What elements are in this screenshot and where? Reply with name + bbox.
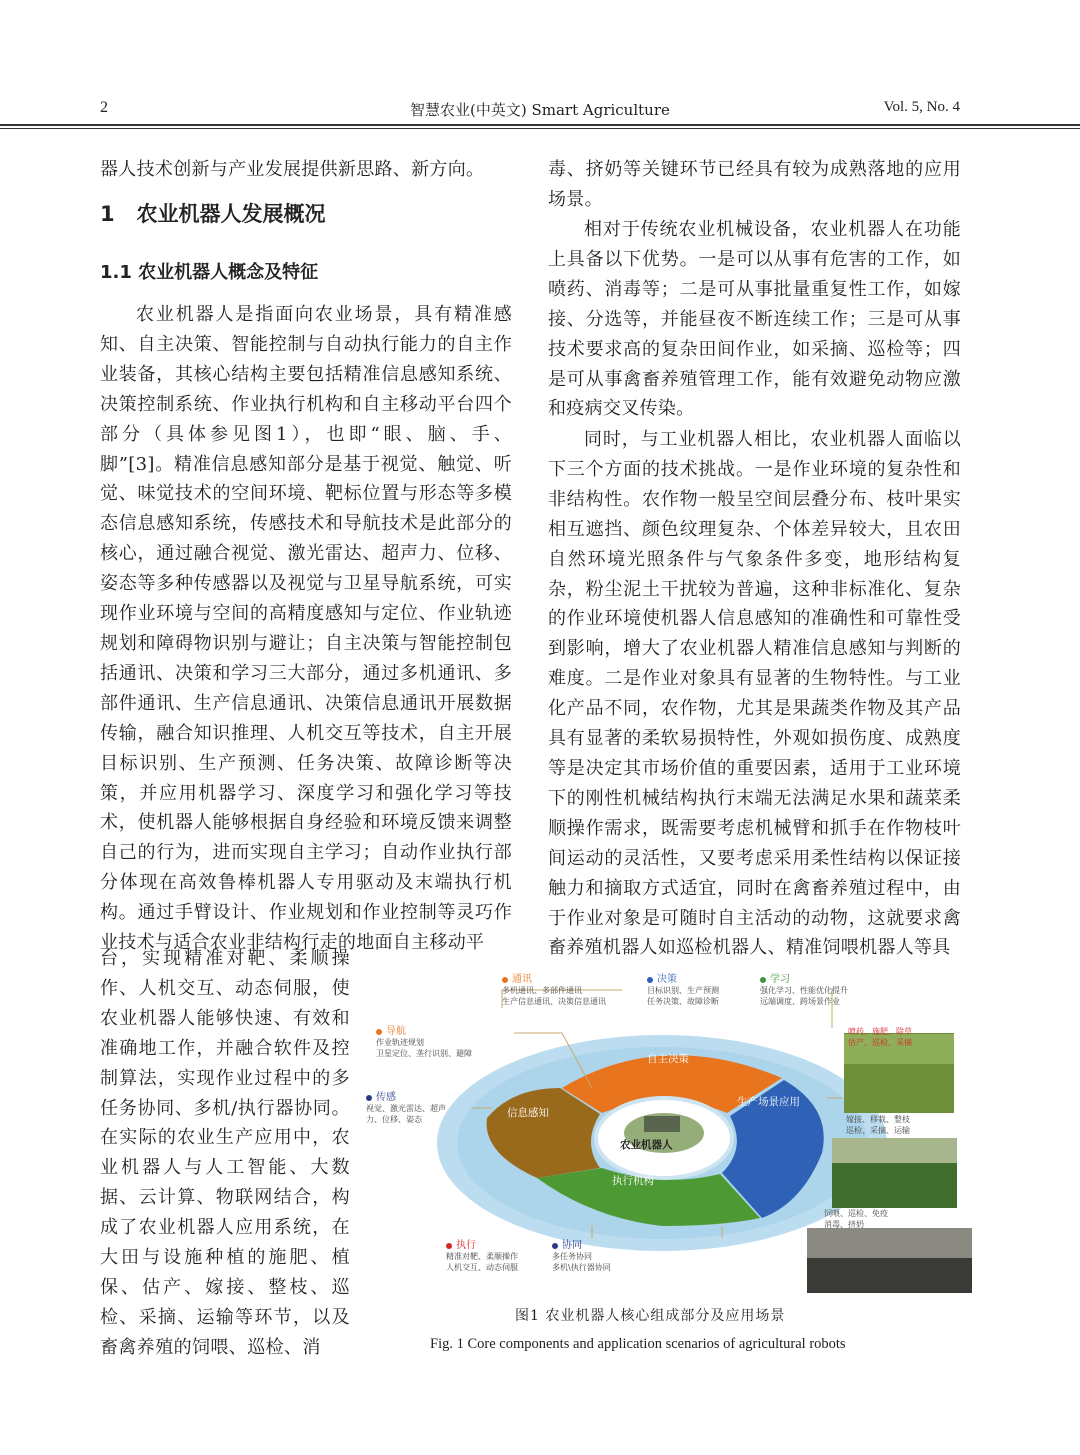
- center-label: 农业机器人: [620, 1139, 673, 1151]
- orange-dot-icon: [502, 977, 508, 983]
- running-header: [0, 0, 1080, 130]
- label-sensing: 传感 视觉、激光雷达、超声 力、位移、姿态: [366, 1092, 446, 1124]
- paragraph-definition-continued: 台，实现精准对靶、柔顺操作、人机交互、动态伺服，使农业机器人能够快速、有效和准确地工作，并融合软件及控制算法，实现作业过程中的多任务协同、多机/执行器协同。在实际的农业生产应用中，农业机器人与人工智能、大数据、云计算、物联网结合，构成了农业机器人应用系统，在大田与设施种植的施肥、植保、估产、嫁接、整枝、巡检、采摘、运输等环节，以及畜禽养殖的饲喂、巡检、消: [100, 948, 350, 1358]
- navy-dot-icon: [552, 1243, 558, 1249]
- label-navigation: 导航 作业轨迹规划 卫星定位、垄行识别、避障: [376, 1026, 472, 1058]
- figure-1: [362, 968, 972, 1303]
- orange-dot-icon: [376, 1029, 382, 1035]
- figure-caption-english: Fig. 1 Core components and application scenarios of agricultural robots: [430, 1336, 846, 1352]
- subsection-heading: 1.1 农业机器人概念及特征: [100, 262, 319, 283]
- paragraph-challenges: 同时，与工业机器人相比，农业机器人面临以下三个方面的技术挑战。一是作业环境的复杂性和非结构性。农作物一般呈空间层叠分布、枝叶果实相互遮挡、颜色纹理复杂、个体差异较大，且农田自然环境光照条件与气象条件多变，地形结构复杂，粉尘泥土干扰较为普遍，这种非标准化、复杂的作业环境使机器人信息感知的准确性和可靠性受到影响，增大了农业机器人精准信息感知与判断的难度。二是作业对象具有显著的生物特性。与工业化产品不同，农作物，尤其是果蔬类作物及其产品具有显著的柔软易损特性，外观如损伤度、成熟度等是决定其市场价值的重要因素，适用于工业环境下的刚性机械结构执行末端无法满足水果和蔬菜柔顺操作需求，既需要考虑机械臂和抓手在作物枝叶间运动的灵活性，又要考虑采用柔性结构以保证接触力和摘取方式适宜，同时在禽畜养殖过程中，由于作业对象是可随时自主活动的动物，这就要求禽畜养殖机器人如巡检机器人、精准饲喂机器人等具: [548, 429, 961, 959]
- segment-label-perception: 信息感知: [507, 1107, 549, 1119]
- blue-dot-icon: [647, 977, 653, 983]
- figure-caption-chinese: 图1 农业机器人核心组成部分及应用场景: [515, 1308, 786, 1324]
- volume-info: Vol. 5, No. 4: [883, 99, 960, 115]
- segment-label-decision: 自主决策: [647, 1053, 689, 1065]
- journal-title: 智慧农业(中英文) Smart Agriculture: [410, 101, 670, 119]
- segment-label-actuator: 执行机构: [612, 1175, 654, 1187]
- label-app-greenhouse: 嫁接、移栽、整枝 巡检、采摘、运输: [846, 1115, 910, 1135]
- red-dot-icon: [446, 1243, 452, 1249]
- label-app-livestock: 饲喂、巡检、免疫 消毒、挤奶: [824, 1209, 888, 1229]
- page-number: 2: [100, 99, 108, 116]
- header-rule-thin: [0, 128, 1080, 129]
- paragraph-advantages: 相对于传统农业机械设备，农业机器人在功能上具备以下优势。一是可以从事有危害的工作，如喷药、消毒等；二是可从事批量重复性工作，如嫁接、分选等，并能昼夜不断连续工作；三是可从事技术要求高的复杂田间作业，如采摘、巡检等；四是可从事禽畜养殖管理工作，能有效避免动物应激和疫病交叉传染。: [548, 219, 961, 420]
- label-cooperation: 协同 多任务协同 多机\执行器协同: [552, 1240, 611, 1272]
- navy-dot-icon: [366, 1095, 372, 1101]
- segment-label-application: 生产场景应用: [737, 1096, 800, 1108]
- paragraph-continued: 器人技术创新与产业发展提供新思路、新方向。: [100, 159, 485, 180]
- paragraph-continued-right: 毒、挤奶等关键环节已经具有较为成熟落地的应用场景。: [548, 159, 961, 210]
- label-execution: 执行 精准对靶、柔顺操作 人机交互、动态伺服: [446, 1240, 518, 1272]
- green-dot-icon: [760, 977, 766, 983]
- paragraph-definition: 农业机器人是指面向农业场景，具有精准感知、自主决策、智能控制与自动执行能力的自主作业装备，其核心结构主要包括精准信息感知系统、决策控制系统、作业执行机构和自主移动平台四个部分（具体参见图1），也即“眼、脑、手、脚”[3]。精准信息感知部分是基于视觉、触觉、听觉、味觉技术的空间环境、靶标位置与形态等多模态信息感知系统，传感技术和导航技术是此部分的核心，通过融合视觉、激光雷达、超声力、位移、姿态等多种传感器以及视觉与卫星导航系统，可实现作业环境与空间的高精度感知与定位、作业轨迹规划和障碍物识别与避让；自主决策与智能控制包括通讯、决策和学习三大部分，通过多机通讯、多部件通讯、生产信息通讯、决策信息通讯开展数据传输，融合知识推理、人机交互等技术，自主开展目标识别、生产预测、任务决策、故障诊断等决策，并应用机器学习、深度学习和强化学习等技术，使机器人能够根据自身经验和环境反馈来调整自己的行为，进而实现自主学习；自动作业执行部分体现在高效鲁棒机器人专用驱动及末端执行机构。通过手臂设计、作业规划和作业控制等灵巧作业技术与适合农业非结构行走的地面自主移动平: [100, 304, 512, 954]
- label-app-field: 喷药、施肥、除草 估产、巡检、采摘: [848, 1027, 912, 1047]
- label-communication: 通讯 多机通讯、多部件通讯 生产信息通讯、决策信息通讯: [502, 974, 606, 1006]
- label-decision: 决策 目标识别、生产预测 任务决策、故障诊断: [647, 974, 719, 1006]
- section-heading: 1 农业机器人发展概况: [100, 202, 326, 226]
- header-rule: [0, 124, 1080, 126]
- label-learning: 学习 强化学习、性能优化提升 远端调度、跨场景作业: [760, 974, 848, 1006]
